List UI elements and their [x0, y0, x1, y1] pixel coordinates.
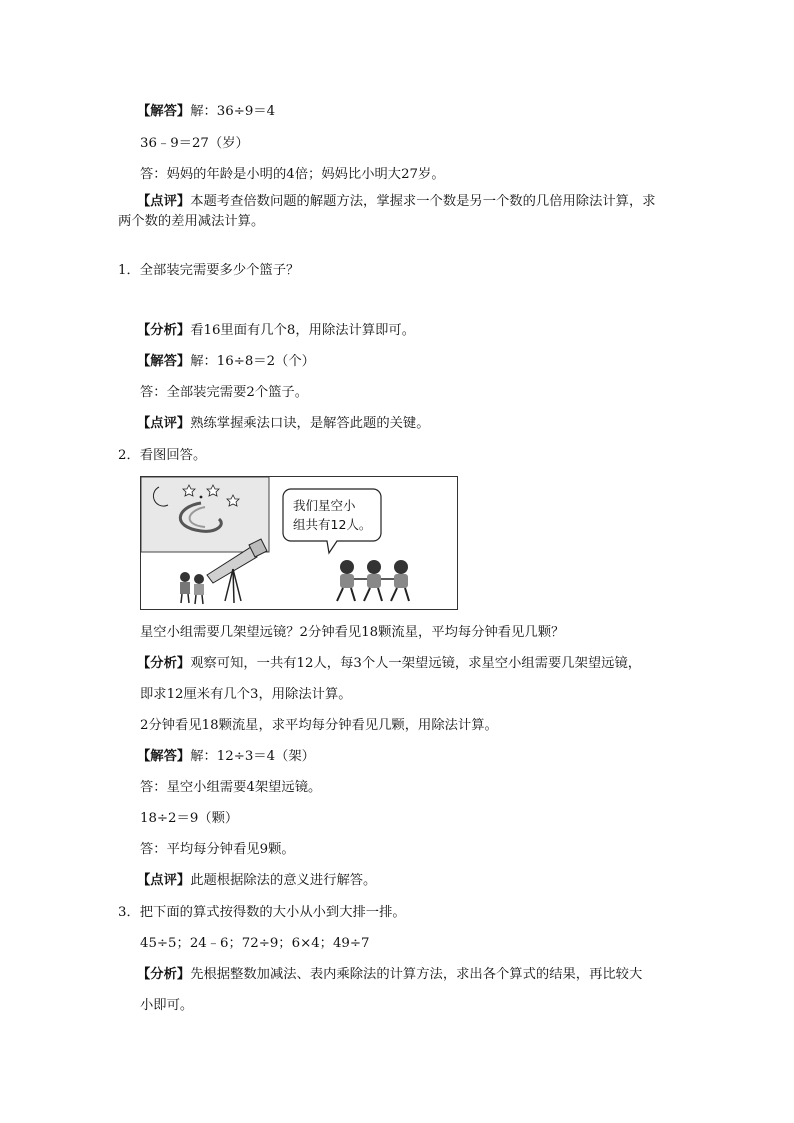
- analysis-text: 观察可知，一共有12人，每3个人一架望远镜，求星空小组需要几架望远镜，: [190, 656, 642, 671]
- star-dot-icon: [200, 496, 203, 499]
- q2-title: 2．看图回答。: [118, 448, 207, 463]
- q2-question: 星空小组需要几架望远镜？2分钟看见18颗流星，平均每分钟看见几颗？: [140, 625, 565, 640]
- prev-comment-line1: [137, 193, 656, 211]
- q2-analysis-line2: 即求12厘米有几个3，用除法计算。: [140, 687, 352, 702]
- stargazing-illustration: [140, 476, 458, 610]
- prev-comment-line2: 两个数的差用减法计算。: [118, 214, 265, 229]
- q3-expressions: 45÷5；24﹣6；72÷9；6×4；49÷7: [140, 936, 370, 951]
- prev-answer-calc: 36﹣9＝27（岁）: [140, 136, 249, 151]
- answer-text: 解：16÷8＝2（个）: [190, 354, 315, 369]
- illustration-drawing: [141, 477, 458, 610]
- analysis-tag: 【分析】: [137, 656, 191, 671]
- q1-comment: [137, 415, 430, 433]
- walking-children-icon: [337, 560, 409, 601]
- comment-text: 此题根据除法的意义进行解答。: [190, 873, 377, 888]
- prev-answer-line: [137, 103, 275, 121]
- q3-analysis-line2: 小即可。: [140, 998, 194, 1013]
- analysis-text: 看16里面有几个8，用除法计算即可。: [190, 323, 416, 338]
- prev-answer-reply: 答：妈妈的年龄是小明的4倍；妈妈比小明大27岁。: [140, 167, 445, 182]
- q3-analysis-line1: [137, 966, 642, 984]
- analysis-text: 先根据整数加减法、表内乘除法的计算方法，求出各个算式的结果，再比较大: [190, 967, 643, 982]
- answer-tag: 【解答】: [137, 104, 191, 119]
- answer-tag: 【解答】: [137, 749, 191, 764]
- bubble-text-line1: 我们星空小: [293, 498, 356, 513]
- answer-text: 解：36÷9＝4: [190, 104, 276, 119]
- comment-text: 本题考查倍数问题的解题方法，掌握求一个数是另一个数的几倍用除法计算，求: [190, 194, 656, 209]
- comment-tag: 【点评】: [137, 194, 191, 209]
- analysis-tag: 【分析】: [137, 967, 191, 982]
- comment-text: 熟练掌握乘法口诀，是解答此题的关键。: [190, 416, 430, 431]
- q2-analysis-line1: [137, 655, 641, 673]
- answer-text: 解：12÷3＝4（架）: [190, 749, 315, 764]
- q1-title: 1．全部装完需要多少个篮子？: [118, 263, 300, 278]
- q2-reply1: 答：星空小组需要4架望远镜。: [140, 780, 322, 795]
- q1-answer: [137, 353, 315, 371]
- q1-analysis: [137, 322, 415, 340]
- q2-answer: [137, 748, 315, 766]
- analysis-tag: 【分析】: [137, 323, 191, 338]
- q2-answer2: 18÷2＝9（颗）: [140, 811, 239, 826]
- q2-comment: [137, 872, 376, 890]
- comment-tag: 【点评】: [137, 873, 191, 888]
- q2-analysis-line3: 2分钟看见18颗流星，求平均每分钟看见几颗，用除法计算。: [140, 718, 498, 733]
- q2-reply2: 答：平均每分钟看见9颗。: [140, 842, 295, 857]
- children-at-telescope-icon: [180, 572, 204, 604]
- comment-tag: 【点评】: [137, 416, 191, 431]
- q3-title: 3．把下面的算式按得数的大小从小到大排一排。: [118, 905, 406, 920]
- q1-reply: 答：全部装完需要2个篮子。: [140, 385, 309, 400]
- bubble-text-line2: 组共有12人。: [293, 517, 372, 532]
- night-sky-panel: [141, 477, 269, 552]
- answer-tag: 【解答】: [137, 354, 191, 369]
